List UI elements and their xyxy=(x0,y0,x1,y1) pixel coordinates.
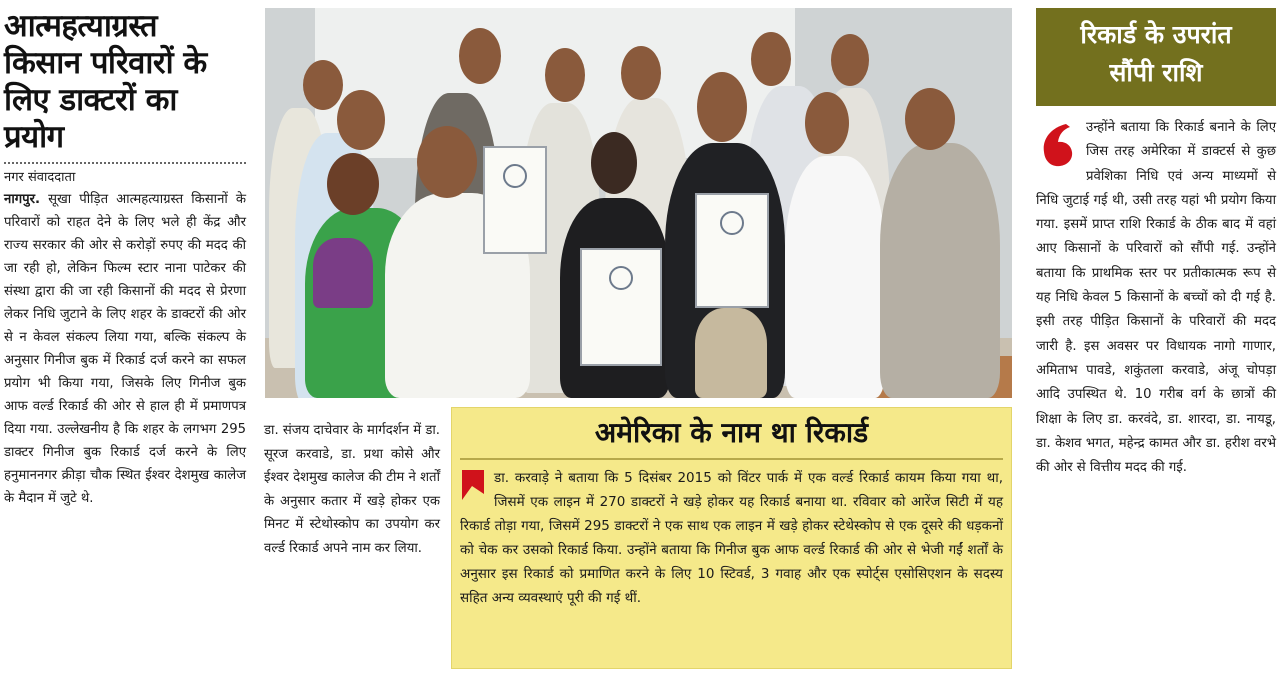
person-head xyxy=(805,92,849,154)
person-figure xyxy=(695,308,767,398)
quote-mark-icon xyxy=(1036,120,1082,170)
person-head xyxy=(905,88,955,150)
person-head xyxy=(621,46,661,100)
group-photo xyxy=(265,8,1012,398)
person-figure xyxy=(880,143,1000,398)
left-headline-line-1: आत्महत्याग्रस्त xyxy=(4,8,158,44)
dotted-divider xyxy=(4,162,246,164)
seal-icon xyxy=(503,164,527,188)
middle-column xyxy=(264,419,440,560)
left-headline-line-3: लिए डाक्टरों का प्रयोग xyxy=(4,82,177,155)
box-article xyxy=(451,407,1012,669)
right-headline-line-1: रिकार्ड के उपरांत xyxy=(1080,20,1232,49)
left-headline-line-2: किसान परिवारों के xyxy=(4,45,207,81)
person-head xyxy=(337,90,385,150)
box-article-body xyxy=(452,466,1011,610)
right-article xyxy=(1036,8,1276,480)
box-body-text: डा. करवाड़े ने बताया कि 5 दिसंबर 2015 को विंटर पार्क में एक वर्ल्ड रिकार्ड कायम किया गया था, जिसमें एक लाइन में 270 डाक्टरों ने खड़े होकर यह रिकार्ड बनाया था. रविवार को आरेंज सिटी में यह रिकार्ड तोड़ा गया, जिसमें 295 डाक्टरों ने एक साथ एक लाइन में खड़े होकर स्टेथेस्कोप से एक दूसरे की धड़कनों को चेक कर उसको रिकार्ड किया. उन्होंने बताया कि गिनीज बुक आफ वर्ल्ड रिकार्ड की ओर से भेजी गईं शर्तों के अनुसार इस रिकार्ड को प्रमाणित करने के लिए 10 स्टिवर्ड, 3 गवाह और एक स्पोर्ट्स एसोसिएशन के सदस्य सहित अन्य व्यवस्थाएं पूरी की गई थीं. xyxy=(460,470,1003,606)
person-head xyxy=(591,132,637,194)
left-article xyxy=(4,8,246,670)
person-head xyxy=(459,28,501,84)
byline: नगर संवाददाता xyxy=(4,170,76,185)
person-head xyxy=(327,153,379,215)
seal-icon xyxy=(609,266,633,290)
right-headline-box xyxy=(1036,8,1276,106)
box-headline: अमेरिका के नाम था रिकार्ड xyxy=(594,416,869,449)
person-figure xyxy=(785,156,885,398)
person-head xyxy=(831,34,869,86)
person-head xyxy=(417,126,477,198)
right-article-body xyxy=(1036,116,1276,480)
certificate-image xyxy=(695,193,769,308)
dateline: नागपुर. xyxy=(4,192,41,207)
person-head xyxy=(303,60,343,110)
middle-column-body: डा. संजय दाचेवार के मार्गदर्शन में डा. सूरज करवाडे, डा. प्रथा कोसे और ईश्वर देशमुख कालेज की टीम ने शर्तों के अनुसार कतार में खड़े होकर एक मिनट में स्टेथोस्कोप का उपयोग कर वर्ल्ड रिकार्ड अपने नाम कर लिया. xyxy=(264,423,440,556)
red-flag-icon xyxy=(460,468,486,502)
certificate-image xyxy=(580,248,662,366)
certificate-image xyxy=(483,146,547,254)
person-head xyxy=(751,32,791,86)
left-headline xyxy=(4,8,246,156)
box-rule xyxy=(460,458,1003,460)
seal-icon xyxy=(720,211,744,235)
person-head xyxy=(697,72,747,142)
person-figure xyxy=(313,238,373,308)
person-head xyxy=(545,48,585,102)
left-article-body xyxy=(4,188,246,510)
right-body-text: उन्होंने बताया कि रिकार्ड बनाने के लिए जिस तरह अमेरिका में डाक्टर्स से कुछ प्रवेशिका निधि एवं अन्य माध्यमों से निधि जुटाई गई थी, उसी तरह यहां भी प्रयोग किया गया. इसमें प्राप्त राशि रिकार्ड के ठीक बाद में वहां आए किसानों के परिवारों को सौंपी गई. उन्होंने बताया कि प्राथमिक स्तर पर प्रतीकात्मक रूप से यह निधि केवल 5 किसानों के बच्चों को दी गई है. इसी तरह पीड़ित किसानों के परिवारों की मदद जारी है. इस अवसर पर विधायक नागो गाणार, अमिताभ पावडे, शकुंतला करवाडे, अंजू चोपड़ा आदि उपस्थित थे. 10 गरीब वर्ग के छात्रों की शिक्षा के लिए डा. करवंदे, डा. शारदा, डा. नायडू, डा. केशव भगत, महेन्द्र कामत और डा. हरीश वरभे की ओर से वित्तीय मदद की गई. xyxy=(1036,120,1276,476)
left-body-text: सूखा पीड़ित आत्महत्याग्रस्त किसानों के परिवारों को राहत देने के लिए भले ही केंद्र और राज्य सरकार की ओर से करोड़ों रुपए की मदद की जा रही हो, लेकिन फिल्म स्टार नाना पाटेकर की संस्था द्वारा की जा रही किसानों की मदद से प्रेरणा लेकर निधि जुटाने के लिए शहर के डाक्टरों की ओर से न केवल संकल्प लिया गया, बल्कि संकल्प के अनुसार गिनीज बुक में रिकार्ड दर्ज करने का सफल प्रयोग भी किया गया, जिसके लिए गिनीज बुक आफ वर्ल्ड रिकार्ड की ओर से हाल ही में प्रमाणपत्र दिया गया. उल्लेखनीय है कि शहर के लगभग 295 डाक्टर गिनीज बुक रिकार्ड दर्ज करने के लिए हनुमाननगर क्रीड़ा चौक स्थित ईश्वर देशमुख कालेज के मैदान में जुटे थे. xyxy=(4,192,246,506)
right-headline-line-2: सौंपी राशि xyxy=(1109,58,1203,87)
